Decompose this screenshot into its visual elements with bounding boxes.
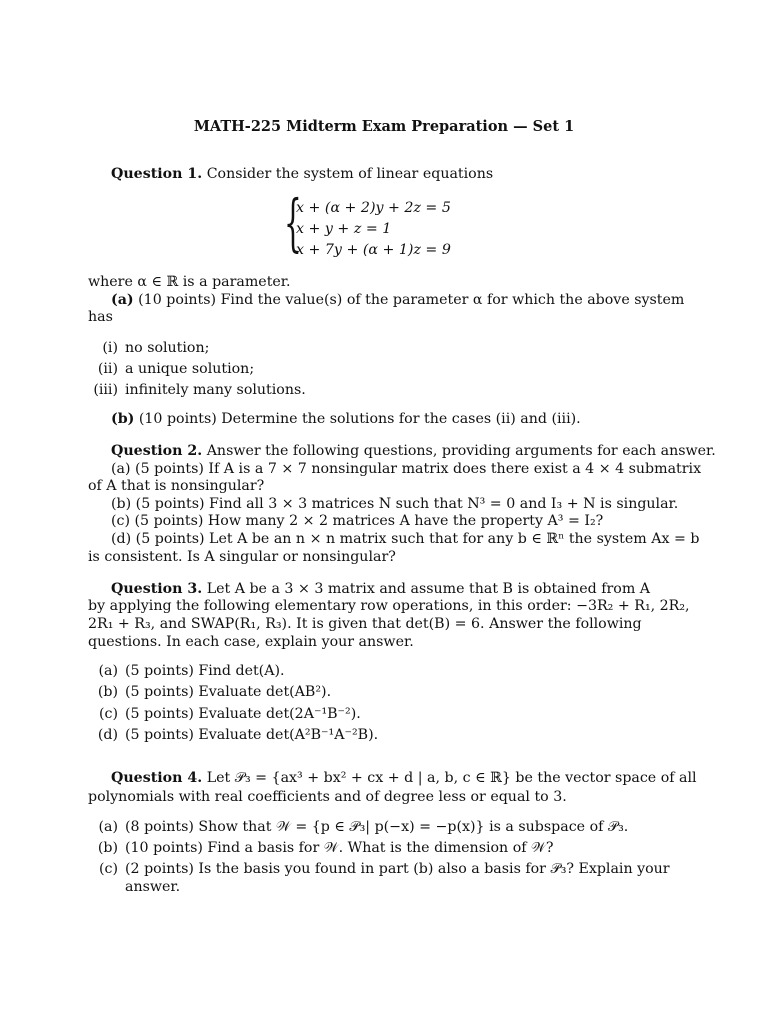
q1-part-b [111, 410, 581, 428]
equation-1: x + (α + 2)y + 2z = 5 [296, 200, 451, 216]
list-label: (b) [97, 684, 118, 700]
list-label: (b) [97, 840, 118, 856]
list-label: (c) [98, 861, 118, 877]
q4-line1: Let 𝒫₃ = {ax³ + bx² + cx + d | a, b, c ∈ ℝ} be the vector space of all [206, 770, 697, 786]
q1-part-a-text: (10 points) Find the value(s) of the parameter α for which the above system [138, 292, 685, 308]
list-text: infinitely many solutions. [125, 382, 306, 398]
q2-heading [111, 442, 716, 460]
left-brace: { [284, 186, 302, 259]
q2-d-cont: is consistent. Is A singular or nonsingular? [88, 549, 396, 565]
q2-a-cont: of A that is nonsingular? [88, 478, 265, 494]
q1-part-b-text: (10 points) Determine the solutions for the cases (ii) and (iii). [138, 411, 581, 427]
q1-label: Question 1. [111, 166, 203, 182]
q2-label: Question 2. [111, 443, 203, 459]
list-text: (2 points) Is the basis you found in part (b) also a basis for 𝒫₃? Explain your [125, 861, 670, 877]
list-label: (i) [102, 340, 118, 356]
list-label: (ii) [97, 361, 118, 377]
list-label: (iii) [93, 382, 118, 398]
q1-part-b-label: (b) [111, 411, 135, 427]
list-text: a unique solution; [125, 361, 255, 377]
q3-line1: Let A be a 3 × 3 matrix and assume that B is obtained from A [206, 581, 651, 597]
q3-line2: by applying the following elementary row operations, in this order: −3R₂ + R₁, 2R₂, [88, 598, 690, 614]
q4-c-cont: answer. [125, 879, 181, 895]
list-text: (8 points) Show that 𝒲 = {p ∈ 𝒫₃| p(−x) = −p(x)} is a subspace of 𝒫₃. [125, 819, 629, 835]
q3-line4: questions. In each case, explain your answer. [88, 634, 414, 650]
q4-heading [111, 769, 697, 787]
q1-part-a-label: (a) [111, 292, 134, 308]
list-text: no solution; [125, 340, 210, 356]
page-title: MATH-225 Midterm Exam Preparation — Set 1 [193, 118, 575, 135]
list-text: (10 points) Find a basis for 𝒲. What is the dimension of 𝒲? [125, 840, 554, 856]
list-text: (5 points) Evaluate det(AB²). [125, 684, 332, 700]
list-text: (5 points) Evaluate det(2A⁻¹B⁻²). [125, 706, 361, 722]
q3-line3: 2R₁ + R₃, and SWAP(R₁, R₃). It is given that det(B) = 6. Answer the following [88, 616, 642, 632]
q1-part-a-cont: has [88, 309, 113, 325]
list-label: (c) [98, 706, 118, 722]
q3-label: Question 3. [111, 581, 203, 597]
list-label: (a) [98, 819, 118, 835]
q2-intro: Answer the following questions, providing arguments for each answer. [206, 443, 716, 459]
list-text: (5 points) Evaluate det(A²B⁻¹A⁻²B). [125, 727, 379, 743]
list-text: (5 points) Find det(A). [125, 663, 285, 679]
q2-d: (d) (5 points) Let A be an n × n matrix such that for any b ∈ ℝⁿ the system Ax = b [111, 531, 700, 547]
q1-intro: Consider the system of linear equations [206, 166, 494, 182]
q2-c: (c) (5 points) How many 2 × 2 matrices A have the property A³ = I₂? [111, 513, 604, 529]
equation-2: x + y + z = 1 [296, 221, 392, 237]
list-label: (a) [98, 663, 118, 679]
q2-a: (a) (5 points) If A is a 7 × 7 nonsingular matrix does there exist a 4 × 4 submatrix [111, 461, 702, 477]
list-label: (d) [97, 727, 118, 743]
equation-3: x + 7y + (α + 1)z = 9 [296, 242, 451, 258]
q3-heading [111, 580, 650, 598]
q1-where: where α ∈ ℝ is a parameter. [88, 274, 291, 290]
q1-part-a [111, 291, 684, 309]
q4-label: Question 4. [111, 770, 203, 786]
q2-b: (b) (5 points) Find all 3 × 3 matrices N such that N³ = 0 and I₃ + N is singular. [111, 496, 679, 512]
q4-line2: polynomials with real coefficients and of degree less or equal to 3. [88, 789, 567, 805]
q1-heading [111, 165, 493, 183]
